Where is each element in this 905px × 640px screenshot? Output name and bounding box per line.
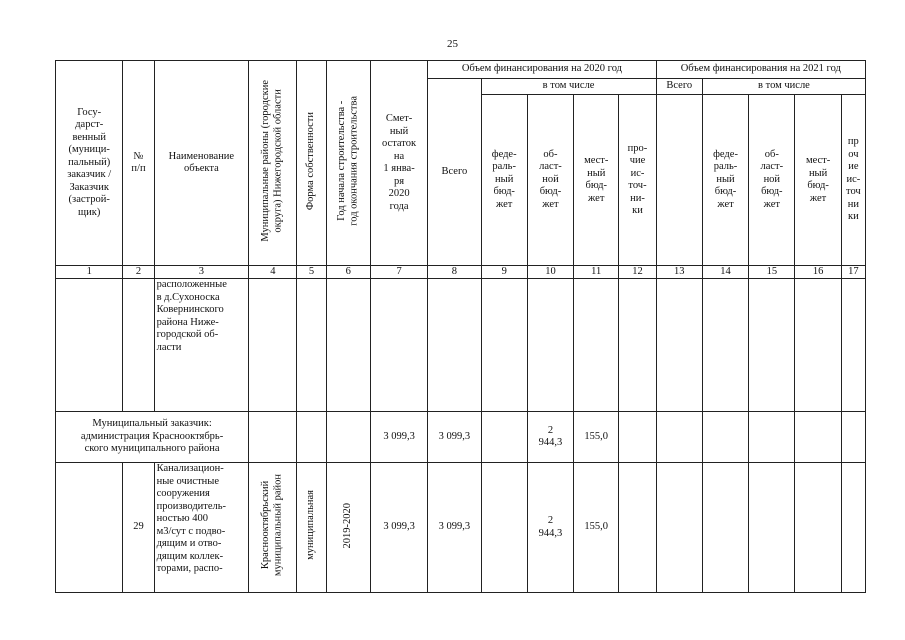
header-federal-2020: феде- раль- ный бюд- жет: [481, 95, 527, 266]
header-financing-2020: Объем финансирования на 2020 год: [428, 61, 656, 79]
column-number: 4: [249, 266, 297, 279]
header-including-2021: в том числе: [702, 79, 865, 95]
years-cell: [326, 463, 370, 593]
column-number: 2: [123, 266, 154, 279]
header-ownership: Форма собственности: [305, 111, 317, 210]
header-ownership-cell: [297, 61, 326, 266]
column-number: 17: [841, 266, 865, 279]
header-other-2020: про- чие ис- точ- ни- ки: [619, 95, 656, 266]
total-2020-value: 3 099,3: [428, 412, 481, 463]
estimate-value: 3 099,3: [370, 412, 427, 463]
column-number: 1: [56, 266, 123, 279]
column-number: 7: [370, 266, 427, 279]
header-regional-2020: об- ласт- ной бюд- жет: [527, 95, 573, 266]
column-number: 5: [297, 266, 326, 279]
column-number: 14: [702, 266, 748, 279]
construction-years: 2019-2020: [342, 502, 353, 548]
total-2020-value: 3 099,3: [428, 463, 481, 593]
header-local-2020: мест- ный бюд- жет: [574, 95, 619, 266]
object-name-continuation: расположенные в д.Сухоноска Ковернинского района Ниже- городской об- ласти: [154, 279, 249, 412]
header-districts-cell: [249, 61, 297, 266]
header-customer: Госу- дарст- венный (муници- пальный) заказчик / Заказчик (застрой- щик): [56, 61, 123, 266]
header-number: № п/п: [123, 61, 154, 266]
column-number: 12: [619, 266, 656, 279]
local-2020-value: 155,0: [574, 463, 619, 593]
ownership: муниципальная: [305, 490, 317, 561]
header-years-cell: [326, 61, 370, 266]
column-number: 13: [656, 266, 702, 279]
table-row-continuation: [56, 279, 866, 412]
column-number: 9: [481, 266, 527, 279]
column-number: 16: [795, 266, 841, 279]
table-row-customer: [56, 412, 866, 463]
regional-2020-value: 2 944,3: [527, 412, 573, 463]
column-number: 11: [574, 266, 619, 279]
table-row-29: [56, 463, 866, 593]
header-total-2021: Всего: [656, 79, 702, 95]
header-total-2021-blank: [656, 95, 702, 266]
regional-2020-value: 2 944,3: [527, 463, 573, 593]
header-regional-2021: об- ласт- ной бюд- жет: [749, 95, 795, 266]
header-districts: Муниципальные районы (городские округа) Нижегородской области: [260, 79, 284, 242]
column-number: 6: [326, 266, 370, 279]
customer-label: Муниципальный заказчик: администрация Краснооктябрь- ского муниципального района: [56, 412, 249, 463]
header-total-2020: Всего: [428, 79, 481, 266]
header-years: Год начала строительства - год окончания строительства: [335, 95, 360, 226]
district-cell: [249, 463, 297, 593]
column-number: 3: [154, 266, 249, 279]
header-financing-2021: Объем финансирования на 2021 год: [656, 61, 865, 79]
ownership-cell: [297, 463, 326, 593]
investment-table: [55, 60, 866, 593]
header-object-name: Наименование объекта: [154, 61, 249, 266]
column-number: 10: [527, 266, 573, 279]
header-local-2021: мест- ный бюд- жет: [795, 95, 841, 266]
district: Краснооктябрьский муниципальный район: [260, 474, 284, 577]
estimate-value: 3 099,3: [370, 463, 427, 593]
column-number: 8: [428, 266, 481, 279]
header-including-2020: в том числе: [481, 79, 656, 95]
column-number: 15: [749, 266, 795, 279]
local-2020-value: 155,0: [574, 412, 619, 463]
page-number: 25: [447, 38, 458, 50]
header-other-2021: пр оч ие ис- точ ни ки: [841, 95, 865, 266]
header-federal-2021: феде- раль- ный бюд- жет: [702, 95, 748, 266]
object-name: Канализацион- ные очистные сооружения производитель- ностью 400 м3/сут с подво- дящим и отво- дящим коллек- торами, распо-: [154, 463, 249, 593]
row-number: 29: [123, 463, 154, 593]
header-estimate: Смет- ный остаток на 1 янва- ря 2020 года: [370, 61, 427, 266]
